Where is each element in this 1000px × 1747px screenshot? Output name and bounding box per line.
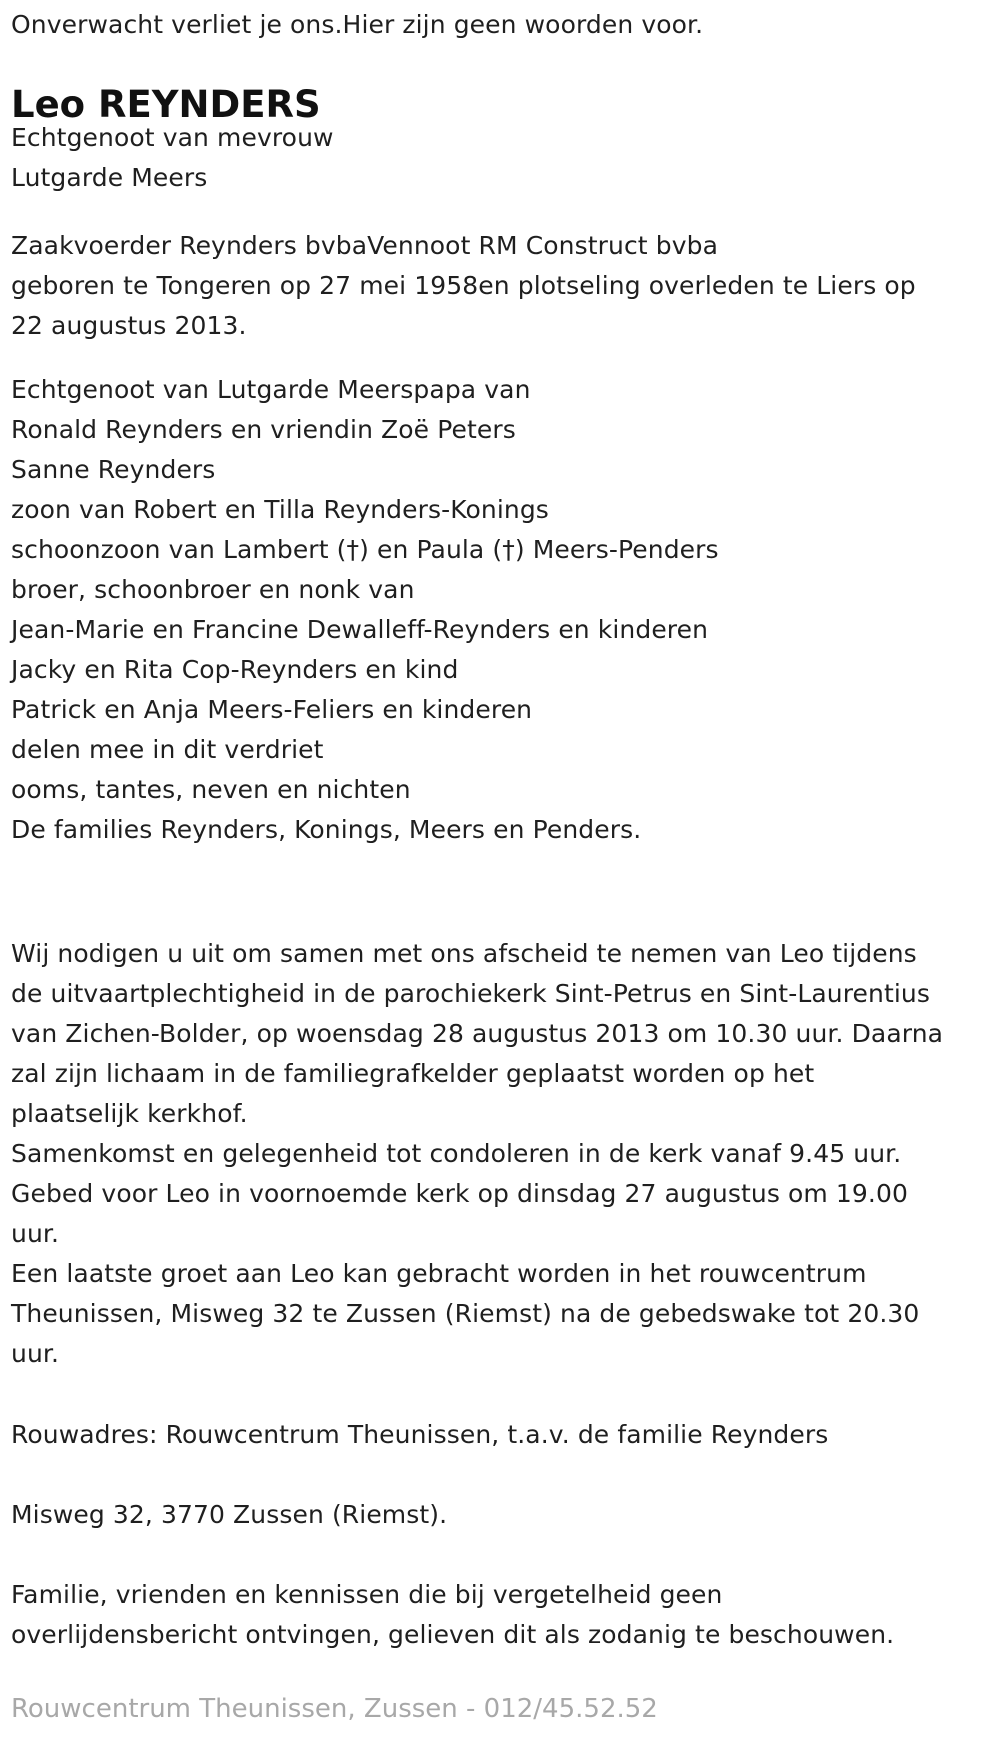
ceremony-line: Wij nodigen u uit om samen met ons afscheid te nemen van Leo tijdens: [11, 939, 917, 968]
mourning-address: Rouwadres: Rouwcentrum Theunissen, t.a.v. de familie Reynders: [11, 1420, 829, 1449]
mourning-address-block: [11, 1415, 828, 1455]
family-block: [11, 370, 719, 850]
street-address-block: [11, 1495, 447, 1535]
family-line: Sanne Reynders: [11, 455, 216, 484]
ceremony-line: zal zijn lichaam in de familiegrafkelder geplaatst worden op het: [11, 1059, 815, 1088]
ceremony-line: uur.: [11, 1339, 60, 1368]
ceremony-line: Samenkomst en gelegenheid tot condoleren in de kerk vanaf 9.45 uur.: [11, 1139, 902, 1168]
ceremony-line: Een laatste groet aan Leo kan gebracht worden in het rouwcentrum: [11, 1259, 867, 1288]
street-address: Misweg 32, 3770 Zussen (Riemst).: [11, 1500, 448, 1529]
family-line: Jacky en Rita Cop-Reynders en kind: [11, 655, 459, 684]
notice-block: [11, 1575, 894, 1655]
spouse-block: [11, 118, 334, 198]
notice-line: Familie, vrienden en kennissen die bij vergetelheid geen: [11, 1580, 723, 1609]
family-line: zoon van Robert en Tilla Reynders-Konings: [11, 495, 549, 524]
spouse-line: Echtgenoot van mevrouw: [11, 123, 334, 152]
notice-line: overlijdensbericht ontvingen, gelieven dit als zodanig te beschouwen.: [11, 1620, 895, 1649]
family-line: schoonzoon van Lambert (†) en Paula (†) Meers-Penders: [11, 535, 719, 564]
career-line: geboren te Tongeren op 27 mei 1958en plotseling overleden te Liers op: [11, 271, 916, 300]
ceremony-line: de uitvaartplechtigheid in de parochiekerk Sint-Petrus en Sint-Laurentius: [11, 979, 930, 1008]
ceremony-line: Theunissen, Misweg 32 te Zussen (Riemst) na de gebedswake tot 20.30: [11, 1299, 920, 1328]
family-line: De families Reynders, Konings, Meers en Penders.: [11, 815, 642, 844]
family-line: delen mee in dit verdriet: [11, 735, 324, 764]
ceremony-line: plaatselijk kerkhof.: [11, 1099, 248, 1128]
funeral-home-footer: Rouwcentrum Theunissen, Zussen - 012/45.52.52: [11, 1694, 658, 1724]
ceremony-line: uur.: [11, 1219, 60, 1248]
ceremony-line: Gebed voor Leo in voornoemde kerk op dinsdag 27 augustus om 19.00: [11, 1179, 908, 1208]
career-block: [11, 226, 916, 346]
intro-text: Onverwacht verliet je ons.Hier zijn geen woorden voor.: [11, 10, 704, 39]
family-line: ooms, tantes, neven en nichten: [11, 775, 411, 804]
deceased-name: Leo REYNDERS: [11, 83, 321, 126]
career-line: Zaakvoerder Reynders bvbaVennoot RM Construct bvba: [11, 231, 719, 260]
family-line: Ronald Reynders en vriendin Zoë Peters: [11, 415, 516, 444]
ceremony-line: van Zichen-Bolder, op woensdag 28 augustus 2013 om 10.30 uur. Daarna: [11, 1019, 944, 1048]
family-line: Patrick en Anja Meers-Feliers en kinderen: [11, 695, 533, 724]
family-line: Echtgenoot van Lutgarde Meerspapa van: [11, 375, 531, 404]
family-line: Jean-Marie en Francine Dewalleff-Reynders en kinderen: [11, 615, 709, 644]
career-line: 22 augustus 2013.: [11, 311, 247, 340]
spouse-line: Lutgarde Meers: [11, 163, 208, 192]
ceremony-block: [11, 934, 943, 1374]
family-line: broer, schoonbroer en nonk van: [11, 575, 415, 604]
